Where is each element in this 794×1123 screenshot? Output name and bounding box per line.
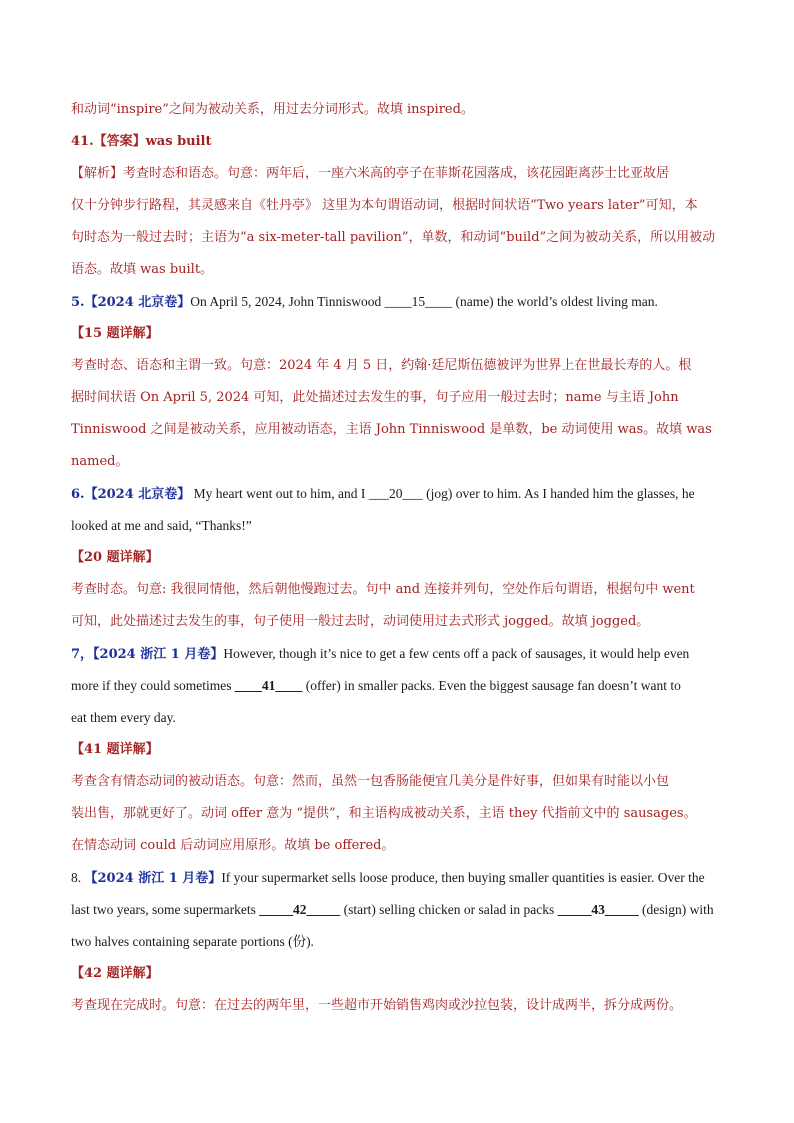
detail-heading: 【15 题详解】 (71, 326, 159, 341)
explanation-line: Tinniswood 之间是被动关系，应用被动语态，主语 John Tinniswood 是单数，be 动词使用 was。故填 was (71, 422, 712, 437)
explanation-line: 语态。故填 was built。 (71, 262, 214, 277)
explanation-line: 考查时态。句意: 我很同情他，然后朝他慢跑过去。句中 and 连接并列句，空处作后句谓语，根据句中 went (71, 582, 695, 597)
question-text: eat them every day. (71, 710, 176, 725)
explanation-line: 可知，此处描述过去发生的事，句子使用一般过去时，动词使用过去式形式 jogged。故填 jogged。 (71, 614, 650, 629)
question-8-line2 (71, 901, 714, 920)
explanation-line: named。 (71, 454, 129, 469)
question-text: (offer) in smaller packs. Even the biggest sausage fan doesn’t want to (302, 678, 681, 693)
question-tag: 7，【2024 浙江 1 月卷】 (71, 647, 224, 662)
question-tag: 6.【2024 北京卷】 (71, 487, 191, 502)
explanation-line: 仅十分钟步行路程，其灵感来自《牡丹亭》 这里为本句谓语动词，根据时间状语“Two years later”可知，本 (71, 198, 698, 213)
question-6 (71, 485, 695, 504)
answer-text: inspired。 (407, 102, 474, 117)
question-text: (design) with (638, 902, 714, 917)
question-number: 8. (71, 870, 85, 885)
question-text: looked at me and said, “Thanks!” (71, 518, 252, 533)
blank: ____41____ (234, 678, 303, 693)
blank: _____43_____ (557, 902, 639, 917)
question-text: two halves containing separate portions (份). (71, 934, 314, 949)
explanation-line: 句时态为一般过去时；主语为“a six-meter-tall pavilion”，单数，和动词“build”之间为被动关系，所以用被动 (71, 230, 716, 245)
question-text: On April 5, 2024, John Tinniswood (190, 294, 385, 309)
question-text: (jog) over to him. As I handed him the glasses, he (422, 486, 695, 501)
question-text: If your supermarket sells loose produce, then buying smaller quantities is easier. Over the (221, 870, 705, 885)
detail-heading: 【20 题详解】 (71, 550, 159, 565)
question-7 (71, 645, 689, 664)
question-text: (name) the world’s oldest living man. (452, 294, 658, 309)
question-7-line2 (71, 677, 681, 696)
detail-heading: 【41 题详解】 (71, 742, 159, 757)
explanation-line: 考查含有情态动词的被动语态。句意：然而，虽然一包香肠能便宜几美分是件好事，但如果有时能以小包 (71, 774, 670, 789)
question-5 (71, 293, 658, 312)
question-tag: 5.【2024 北京卷】 (71, 295, 191, 310)
answer-heading: 41.【答案】was built (71, 134, 212, 149)
question-tag: 【2024 浙江 1 月卷】 (84, 871, 222, 886)
explanation-line: 装出售，那就更好了。动词 offer 意为 “提供”，和主语构成被动关系，主语 they 代指前文中的 sausages。 (71, 806, 697, 821)
explanation-line: 据时间状语 On April 5, 2024 可知，此处描述过去发生的事，句子应用一般过去时；name 与主语 John (71, 390, 679, 405)
question-text: last two years, some supermarkets (71, 902, 260, 917)
explanation-line (71, 101, 474, 119)
explanation-line: 考查时态、语态和主谓一致。句意：2024 年 4 月 5 日，约翰·廷尼斯伍德被评为世界上在世最长寿的人。根 (71, 358, 692, 373)
explanation-line: 在情态动词 could 后动词应用原形。故填 be offered。 (71, 838, 395, 853)
question-text: more if they could sometimes (71, 678, 235, 693)
question-text: My heart went out to him, and I (190, 486, 369, 501)
detail-heading: 【42 题详解】 (71, 966, 159, 981)
blank: ____15____ (384, 294, 453, 309)
explanation-text: 和动词“inspire”之间为被动关系，用过去分词形式。故填 (71, 102, 408, 117)
question-text: (start) selling chicken or salad in packs (340, 902, 558, 917)
explanation-line: 【解析】考查时态和语态。句意：两年后，一座六米高的亭子在菲斯花园落成，该花园距离莎士比亚故居 (71, 166, 670, 181)
explanation-line: 考查现在完成时。句意：在过去的两年里，一些超市开始销售鸡肉或沙拉包装，设计成两半，拆分成两份。 (71, 998, 683, 1013)
blank: ___20___ (368, 486, 423, 501)
question-text: However, though it’s nice to get a few cents off a pack of sausages, it would help even (223, 646, 690, 661)
question-8 (71, 869, 705, 888)
blank: _____42_____ (259, 902, 341, 917)
